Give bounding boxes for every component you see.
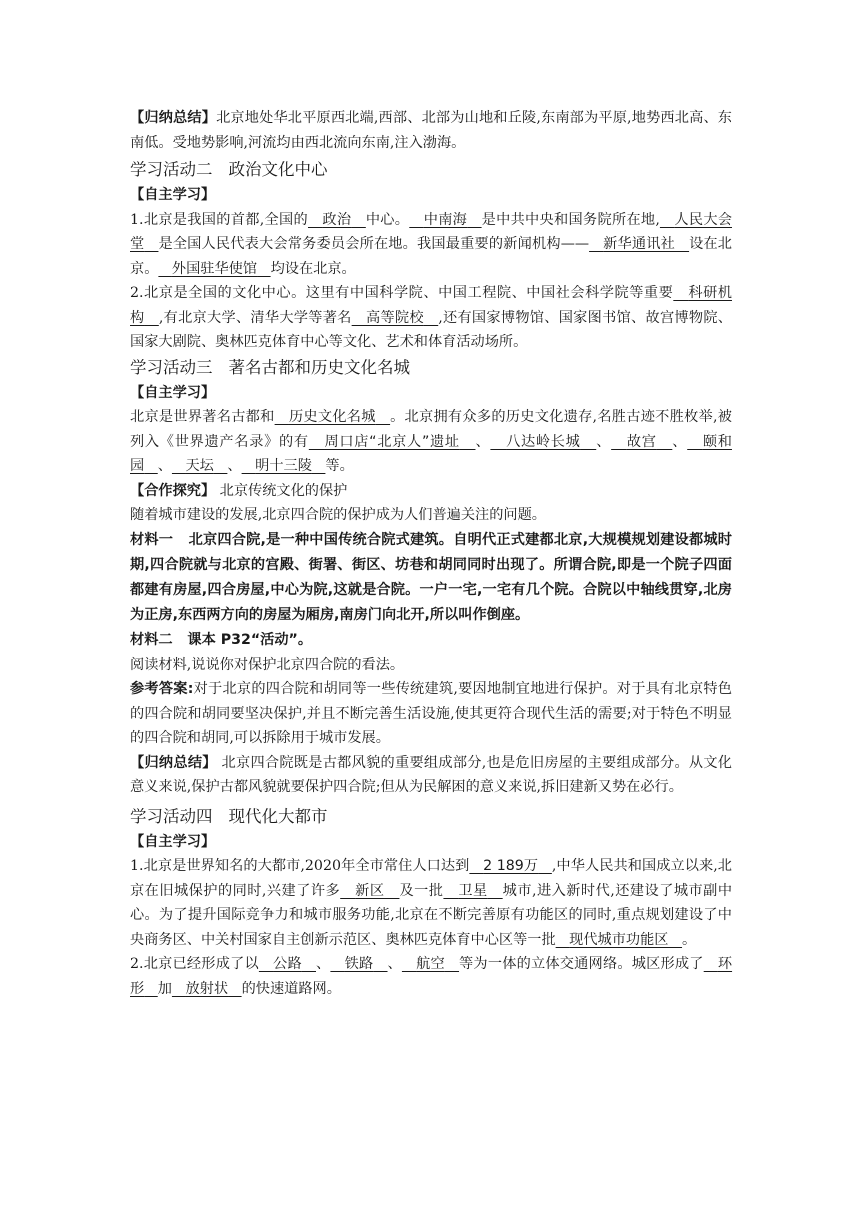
- text-run: 的快速道路网。: [241, 980, 341, 997]
- text-run: 等为一体的立体交通网络。城区形成了: [459, 956, 704, 972]
- material1-text: 北京四合院,是一种中国传统合院式建筑。自明代正式建都北京,大规模规划建设都城时期,四合院就与北京的宫殿、街署、街区、坊巷和胡同同时出现了。所谓合院,即是一个院子四面都建有房屋,四合房屋,中心为院,这就是合院。一户一宅,一宅有几个院。合院以中轴线贯穿,北房为正房,东西两方向的房屋为厢房,南房门向北开,所以叫作倒座。: [130, 531, 732, 623]
- answer-blank: 科研机构: [130, 285, 732, 326]
- answer-blank: 放射状: [185, 980, 229, 997]
- self-study-tag: 【自主学习】: [130, 833, 216, 850]
- separator: 、: [227, 458, 242, 474]
- activity4-heading-number: 学习活动四: [130, 806, 213, 826]
- text-run: 设在北京。: [130, 236, 732, 277]
- separator: 、: [672, 433, 688, 450]
- answer-blank: 政治: [322, 211, 352, 228]
- answer-text: 对于北京的四合院和胡同等一些传统建筑,要因地制宜地进行保护。对于具有北京特色的四合院和胡同要坚决保护,并且不断完善生活设施,使其更符合现代生活的需要;对于特色不明显的四合院和胡同,可以拆除用于城市发展。: [130, 681, 732, 746]
- text-run: 2.北京已经形成了以: [130, 956, 259, 972]
- text-run: ,中华人民共和国成立以来,北京在旧城保护的同时,兴建了许多: [130, 858, 732, 899]
- summary-text: 北京四合院既是古都风貌的重要组成部分,也是危旧房屋的主要组成部分。从文化意义来说,保护古都风貌就要保护四合院;但从为民解困的意义来说,拆旧建新又势在必行。: [130, 754, 732, 795]
- self-study-tag: 【自主学习】: [130, 384, 216, 401]
- material1-paragraph: [130, 528, 732, 628]
- answer-blank: 高等院校: [366, 309, 424, 326]
- answer-blank: 周口店“北京人”遗址: [324, 433, 460, 450]
- activity2-heading: [130, 157, 732, 183]
- answer-blank: 历史文化名城: [288, 409, 376, 425]
- activity2-tag-line: [130, 183, 732, 208]
- activity4-paragraph1: [130, 854, 732, 952]
- text-run: 是中共中央和国务院所在地,: [481, 211, 660, 228]
- answer-label: 参考答案:: [130, 681, 194, 697]
- activity4-heading-title: 现代化大都市: [228, 806, 328, 826]
- summary-tag: 【归纳总结】: [130, 754, 217, 771]
- answer-blank: 公路: [273, 956, 302, 972]
- text-run: ,有北京大学、清华大学等著名: [158, 309, 352, 326]
- text-run: 中心。: [365, 211, 410, 228]
- material2-paragraph: [130, 628, 732, 653]
- activity3-heading-title: 著名古都和历史文化名城: [228, 357, 410, 377]
- separator: 、: [596, 433, 612, 450]
- text-run: 。: [682, 931, 697, 948]
- answer-blank: 中南海: [423, 211, 468, 228]
- text-run: 及一批: [399, 882, 444, 899]
- activity2-heading-title: 政治文化中心: [228, 160, 328, 179]
- material2-text: 课本 P32“活动”。: [187, 631, 313, 648]
- summary-tag: 【归纳总结】: [130, 110, 217, 126]
- text-run: 2.北京是全国的文化中心。这里有中国科学院、中国工程院、中国社会科学院等重要: [130, 285, 674, 301]
- answer-blank: 新华通讯社: [603, 236, 675, 252]
- activity3-paragraph1: [130, 405, 732, 479]
- answer-blank: 航空: [416, 956, 445, 972]
- answer-blank: 人民大会堂: [130, 211, 732, 252]
- document-content: [130, 106, 732, 1001]
- activity4-heading: [130, 804, 732, 830]
- summary-text: 北京地处华北平原西北端,西部、北部为山地和丘陵,东南部为平原,地势西北高、东南低。受地势影响,河流均由西北流向东南,注入渤海。: [130, 110, 732, 151]
- answer-paragraph: [130, 677, 732, 751]
- answer-blank: 2 189万: [483, 858, 539, 874]
- summary-paragraph: [130, 106, 732, 155]
- activity2-paragraph2: [130, 281, 732, 355]
- self-study-tag: 【自主学习】: [130, 187, 216, 203]
- text-run: 城市,进入新时代,还建设了城市副中心。为了提升国际竞争力和城市服务功能,北京在不断完善原有功能区的同时,重点规划建设了中央商务区、中关村国家自主创新示范区、奥林匹克体育中心区等一批: [130, 882, 733, 948]
- text-run: 加: [157, 980, 172, 997]
- question-text: 阅读材料,说说你对保护北京四合院的看法。: [130, 656, 405, 673]
- cooperation-topic: 北京传统文化的保护: [219, 482, 348, 499]
- text-run: 1.北京是我国的首都,全国的: [130, 211, 308, 228]
- separator: 、: [475, 433, 491, 450]
- answer-blank: 故宫: [626, 433, 657, 450]
- separator: 、: [157, 458, 172, 474]
- activity4-paragraph2: [130, 952, 732, 1001]
- text-run: 均设在北京。: [270, 260, 356, 277]
- activity2-paragraph1: [130, 208, 732, 282]
- answer-blank: 环形: [130, 956, 733, 997]
- separator: 、: [316, 956, 331, 972]
- text-run: 北京是世界著名古都和: [130, 409, 275, 425]
- answer-blank: 天坛: [185, 458, 214, 474]
- text-run: 等。: [325, 458, 354, 474]
- answer-blank: 铁路: [344, 956, 374, 972]
- activity3-heading: [130, 355, 732, 381]
- cooperation-line: [130, 479, 732, 504]
- material1-label: 材料一: [130, 531, 174, 548]
- text-run: 1.北京是世界知名的大都市,2020年全市常住人口达到: [130, 858, 470, 874]
- activity3-heading-number: 学习活动三: [130, 357, 213, 377]
- text-run: 是全国人民代表大会常务委员会所在地。我国最重要的新闻机构——: [158, 236, 590, 252]
- answer-blank: 卫星: [458, 882, 488, 899]
- cooperation-tag: 【合作探究】: [130, 482, 216, 499]
- answer-blank: 外国驻华使馆: [171, 260, 258, 277]
- answer-blank: 颐和园: [130, 433, 732, 474]
- answer-blank: 新区: [355, 882, 385, 899]
- activity3-tag-line: [130, 381, 732, 406]
- intro-paragraph: 随着城市建设的发展,北京四合院的保护成为人们普遍关注的问题。: [130, 507, 546, 523]
- activity4-tag-line: [130, 830, 732, 855]
- answer-blank: 现代城市功能区: [569, 931, 669, 948]
- text-run: 。北京拥有众多的历史文化遗存,名胜古迹不胜枚举,被列入《世界遗产名录》的有: [130, 409, 732, 450]
- separator: 、: [387, 956, 402, 972]
- answer-blank: 八达岭长城: [506, 433, 581, 450]
- summary2-paragraph: [130, 751, 732, 800]
- answer-blank: 明十三陵: [255, 458, 312, 474]
- text-run: ,还有国家博物馆、国家图书馆、故宫博物院、国家大剧院、奥林匹克体育中心等文化、艺术和体育活动场所。: [130, 309, 732, 350]
- activity2-heading-number: 学习活动二: [130, 160, 213, 179]
- material2-label: 材料二: [130, 631, 173, 648]
